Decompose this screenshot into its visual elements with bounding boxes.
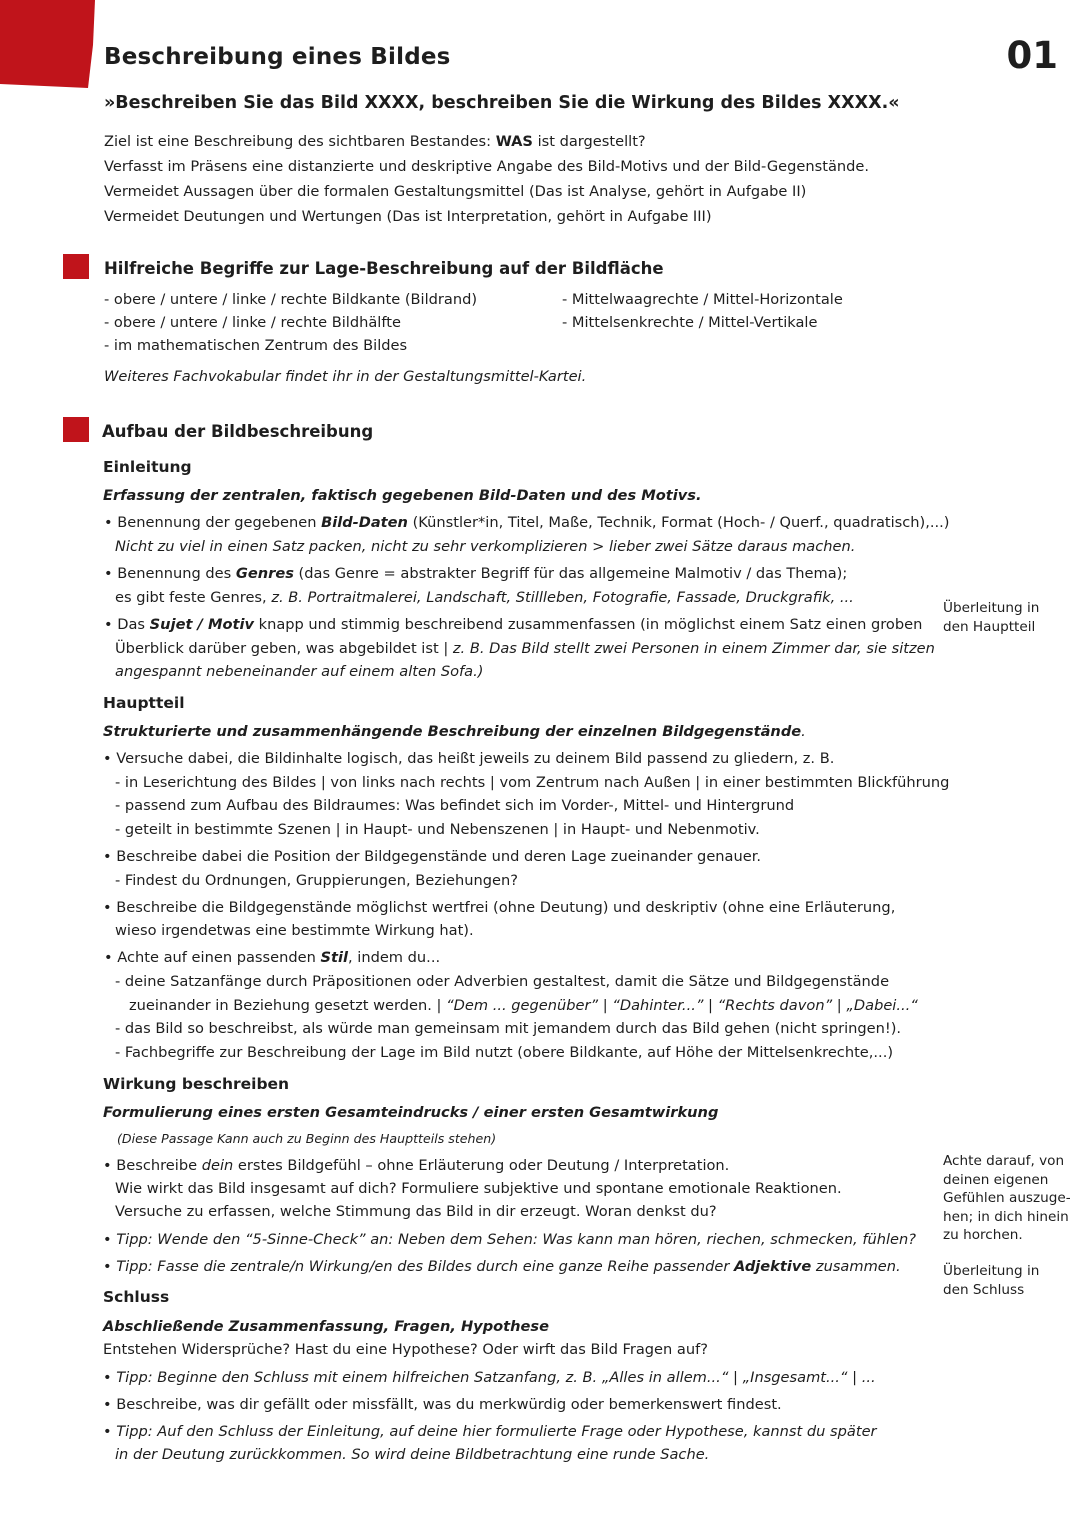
hauptteil-line-2: - in Leserichtung des Bildes | von links nach rechts | vom Zentrum nach Außen | in einer bestimmten Blickführung — [115, 774, 950, 791]
schluss-line-2: • Tipp: Beginne den Schluss mit einem hilfreichen Satzanfang, z. B. „Alles in allem...“ | „Insgesamt...“ | ... — [103, 1369, 876, 1386]
structure-heading: Aufbau der Bildbeschreibung — [102, 422, 374, 441]
wirkung-line-4: • Tipp: Wende den “5-Sinne-Check” an: Neben dem Sehen: Was kann man hören, riechen, schmecken, fühlen? — [103, 1231, 916, 1248]
terms-note: Weiteres Fachvokabular findet ihr in der Gestaltungsmittel-Kartei. — [104, 368, 587, 385]
terms-right-1: - Mittelwaagrechte / Mittel-Horizontale — [562, 291, 843, 308]
page-title: Beschreibung eines Bildes — [104, 44, 451, 70]
schluss-line-4: • Tipp: Auf den Schluss der Einleitung, auf deine hier formulierte Frage oder Hypothese, kannst du später — [103, 1423, 877, 1440]
hauptteil-line-3: - passend zum Aufbau des Bildraumes: Was befindet sich im Vorder-, Mittel- und Hintergrund — [115, 797, 795, 814]
hauptteil-line-1: • Versuche dabei, die Bildinhalte logisch, das heißt jeweils zu deinem Bild passend zu gliedern, z. B. — [103, 750, 835, 767]
intro-line-1: Ziel ist eine Beschreibung des sichtbaren Bestandes: WAS ist dargestellt? — [104, 133, 646, 150]
page-number: 01 — [1006, 34, 1058, 77]
hauptteil-line-4: - geteilt in bestimmte Szenen | in Haupt- und Nebenszenen | in Haupt- und Nebenmotiv. — [115, 821, 760, 838]
hauptteil-line-5: • Beschreibe dabei die Position der Bildgegenstände und deren Lage zueinander genauer. — [103, 848, 762, 865]
schluss-subtitle: Abschließende Zusammenfassung, Fragen, Hypothese — [103, 1318, 550, 1335]
wirkung-line-2: Wie wirkt das Bild insgesamt auf dich? Formuliere subjektive und spontane emotionale Reaktionen. — [115, 1180, 842, 1197]
einleitung-title: Einleitung — [103, 458, 192, 476]
wirkung-subtitle: Formulierung eines ersten Gesamteindrucks / einer ersten Gesamtwirkung — [103, 1104, 719, 1121]
schluss-line-3: • Beschreibe, was dir gefällt oder missfällt, was du merkwürdig oder bemerkenswert findest. — [103, 1396, 782, 1413]
hauptteil-line-12: - das Bild so beschreibst, als würde man gemeinsam mit jemandem durch das Bild gehen (nicht springen!). — [115, 1020, 902, 1037]
side-note-hauptteil: Überleitung in den Hauptteil — [943, 600, 1040, 635]
task-prompt: »Beschreiben Sie das Bild XXXX, beschreiben Sie die Wirkung des Bildes XXXX.« — [104, 93, 900, 113]
schluss-line-5: in der Deutung zurückkommen. So wird deine Bildbetrachtung eine runde Sache. — [115, 1446, 710, 1463]
hauptteil-line-8: wieso irgendetwas eine bestimmte Wirkung hat). — [115, 922, 474, 939]
hauptteil-subtitle: Strukturierte und zusammenhängende Beschreibung der einzelnen Bildgegenstände. — [103, 723, 806, 740]
terms-left-1: - obere / untere / linke / rechte Bildkante (Bildrand) — [104, 291, 478, 308]
einleitung-bullet-3-end: angespannt nebeneinander auf einem alten Sofa.) — [115, 663, 484, 680]
einleitung-subtitle: Erfassung der zentralen, faktisch gegebenen Bild-Daten und des Motivs. — [103, 487, 702, 504]
schluss-title: Schluss — [103, 1288, 170, 1306]
hauptteil-line-11: zueinander in Beziehung gesetzt werden. | “Dem ... gegenüber” | “Dahinter...” | “Rechts davon” | „Dabei...“ — [129, 997, 918, 1014]
hauptteil-line-6: - Findest du Ordnungen, Gruppierungen, Beziehungen? — [115, 872, 518, 889]
intro-line-2: Verfasst im Präsens eine distanzierte und deskriptive Angabe des Bild-Motivs und der Bild-Gegenstände. — [104, 158, 870, 175]
hauptteil-line-10: - deine Satzanfänge durch Präpositionen oder Adverbien gestaltest, damit die Sätze und Bildgegenstände — [115, 973, 890, 990]
einleitung-bullet-1-note: Nicht zu viel in einen Satz packen, nicht zu sehr verkomplizieren > lieber zwei Sätze daraus machen. — [115, 538, 856, 555]
terms-right-2: - Mittelsenkrechte / Mittel-Vertikale — [562, 314, 818, 331]
intro-line-4: Vermeidet Deutungen und Wertungen (Das ist Interpretation, gehört in Aufgabe III) — [104, 208, 712, 225]
einleitung-bullet-1: • Benennung der gegebenen Bild-Daten (Künstler*in, Titel, Maße, Technik, Format (Hoch- / Querf., quadratisch),...) — [104, 514, 950, 531]
wirkung-line-3: Versuche zu erfassen, welche Stimmung das Bild in dir erzeugt. Woran denkst du? — [115, 1203, 717, 1220]
side-note-gefuehle: Achte darauf, von deinen eigenen Gefühlen auszuge- hen; in dich hinein zu horchen. — [943, 1153, 1071, 1243]
hauptteil-line-9: • Achte auf einen passenden Stil, indem du... — [104, 949, 441, 966]
section-marker-structure — [63, 417, 89, 442]
schluss-line-1: Entstehen Widersprüche? Hast du eine Hypothese? Oder wirft das Bild Fragen auf? — [103, 1341, 708, 1358]
corner-accent — [0, 0, 95, 88]
einleitung-bullet-3: • Das Sujet / Motiv knapp und stimmig beschreibend zusammenfassen (in möglichst einem Satz einen groben — [104, 616, 923, 633]
hauptteil-line-7: • Beschreibe die Bildgegenstände möglichst wertfrei (ohne Deutung) und deskriptiv (ohne eine Erläuterung, — [103, 899, 896, 916]
terms-left-3: - im mathematischen Zentrum des Bildes — [104, 337, 408, 354]
terms-left-2: - obere / untere / linke / rechte Bildhälfte — [104, 314, 401, 331]
hauptteil-line-13: - Fachbegriffe zur Beschreibung der Lage im Bild nutzt (obere Bildkante, auf Höhe der Mittelsenkrechte,...) — [115, 1044, 894, 1061]
section-marker-terms — [63, 254, 89, 279]
terms-heading: Hilfreiche Begriffe zur Lage-Beschreibung auf der Bildfläche — [104, 259, 664, 278]
einleitung-bullet-3-cont: Überblick darüber geben, was abgebildet ist | z. B. Das Bild stellt zwei Personen in einem Zimmer dar, sie sitzen — [115, 640, 935, 657]
einleitung-bullet-2: • Benennung des Genres (das Genre = abstrakter Begriff für das allgemeine Malmotiv / das Thema); — [104, 565, 848, 582]
wirkung-line-1: • Beschreibe dein erstes Bildgefühl – ohne Erläuterung oder Deutung / Interpretation. — [103, 1157, 730, 1174]
hauptteil-title: Hauptteil — [103, 694, 185, 712]
intro-line-3: Vermeidet Aussagen über die formalen Gestaltungsmittel (Das ist Analyse, gehört in Aufgabe II) — [104, 183, 807, 200]
wirkung-title: Wirkung beschreiben — [103, 1075, 290, 1093]
side-note-schluss: Überleitung in den Schluss — [943, 1263, 1040, 1298]
einleitung-bullet-2-cont: es gibt feste Genres, z. B. Portraitmalerei, Landschaft, Stillleben, Fotografie, Fassade, Druckgrafik, ... — [115, 589, 854, 606]
wirkung-line-5: • Tipp: Fasse die zentrale/n Wirkung/en des Bildes durch eine ganze Reihe passender Adjektive zusammen. — [103, 1258, 901, 1275]
wirkung-note: (Diese Passage Kann auch zu Beginn des Hauptteils stehen) — [117, 1131, 497, 1146]
